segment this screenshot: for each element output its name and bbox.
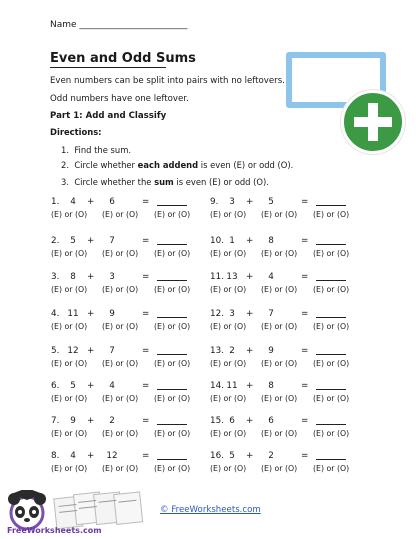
plus-sign: + — [87, 309, 95, 319]
addend-2: 5 — [268, 197, 274, 207]
add-icon[interactable] — [341, 90, 405, 154]
addend-2-choice[interactable]: (E) or (O) — [261, 394, 298, 403]
addend-1-choice[interactable]: (E) or (O) — [51, 285, 88, 294]
sum-choice[interactable]: (E) or (O) — [313, 322, 350, 331]
equals-sign: = — [142, 236, 150, 246]
addend-1-choice[interactable]: (E) or (O) — [51, 249, 88, 258]
problem-number: 6. — [51, 381, 60, 391]
addend-1: 5 — [70, 236, 76, 246]
addend-1: 5 — [70, 381, 76, 391]
addend-2: 9 — [109, 309, 115, 319]
addend-1-choice[interactable]: (E) or (O) — [210, 249, 247, 258]
problem-number: 10. — [210, 236, 224, 246]
plus-sign: + — [87, 381, 95, 391]
addend-1-choice[interactable]: (E) or (O) — [210, 429, 247, 438]
addend-2: 3 — [109, 272, 115, 282]
directions-title: Directions: — [50, 127, 102, 137]
addend-1-choice[interactable]: (E) or (O) — [51, 359, 88, 368]
direction-number: 3. — [61, 177, 69, 187]
problem-item — [51, 346, 211, 376]
direction-text: Circle whether the — [74, 177, 155, 187]
addend-2-choice[interactable]: (E) or (O) — [261, 464, 298, 473]
answer-blank[interactable] — [316, 244, 346, 245]
answer-blank[interactable] — [316, 354, 346, 355]
addend-1: 12 — [67, 346, 79, 356]
addend-1: 4 — [70, 451, 76, 461]
sum-choice[interactable]: (E) or (O) — [313, 394, 350, 403]
addend-1-choice[interactable]: (E) or (O) — [210, 464, 247, 473]
sum-choice[interactable]: (E) or (O) — [313, 464, 350, 473]
footer-link[interactable]: © FreeWorksheets.com — [160, 505, 261, 515]
addend-2-choice[interactable]: (E) or (O) — [102, 359, 139, 368]
answer-blank[interactable] — [316, 205, 346, 206]
problem-number: 4. — [51, 309, 60, 319]
addend-2: 4 — [268, 272, 274, 282]
sum-choice[interactable]: (E) or (O) — [154, 249, 191, 258]
logo-text: FreeWorksheets.com — [7, 526, 102, 535]
problem-item — [51, 197, 211, 227]
problem-number: 3. — [51, 272, 60, 282]
plus-sign: + — [87, 451, 95, 461]
addend-1-choice[interactable]: (E) or (O) — [210, 359, 247, 368]
addend-2-choice[interactable]: (E) or (O) — [102, 429, 139, 438]
plus-sign: + — [87, 197, 95, 207]
problem-number: 8. — [51, 451, 60, 461]
problem-number: 15. — [210, 416, 224, 426]
addend-2-choice[interactable]: (E) or (O) — [261, 249, 298, 258]
problem-item — [210, 272, 370, 302]
sum-choice[interactable]: (E) or (O) — [313, 359, 350, 368]
plus-sign: + — [246, 451, 254, 461]
direction-number: 1. — [61, 145, 69, 155]
name-label: Name ________________________ — [50, 20, 188, 30]
addend-1: 2 — [229, 346, 235, 356]
problem-number: 16. — [210, 451, 224, 461]
equals-sign: = — [301, 416, 309, 426]
answer-blank[interactable] — [316, 424, 346, 425]
problem-number: 11. — [210, 272, 224, 282]
addend-2-choice[interactable]: (E) or (O) — [261, 322, 298, 331]
addend-2: 12 — [106, 451, 118, 461]
direction-emphasis: each addend — [137, 160, 199, 170]
addend-2-choice[interactable]: (E) or (O) — [102, 322, 139, 331]
problem-number: 7. — [51, 416, 60, 426]
problem-number: 5. — [51, 346, 60, 356]
addend-2: 6 — [268, 416, 274, 426]
addend-1-choice[interactable]: (E) or (O) — [210, 394, 247, 403]
addend-1-choice[interactable]: (E) or (O) — [210, 285, 247, 294]
equals-sign: = — [142, 197, 150, 207]
addend-2: 7 — [109, 236, 115, 246]
addend-2-choice[interactable]: (E) or (O) — [261, 210, 298, 219]
addend-1-choice[interactable]: (E) or (O) — [51, 322, 88, 331]
answer-blank[interactable] — [157, 244, 187, 245]
plus-sign: + — [246, 416, 254, 426]
problem-number: 12. — [210, 309, 224, 319]
problem-item — [51, 236, 211, 266]
problem-item — [51, 309, 211, 339]
addend-2-choice[interactable]: (E) or (O) — [102, 210, 139, 219]
equals-sign: = — [142, 451, 150, 461]
sum-choice[interactable]: (E) or (O) — [154, 359, 191, 368]
direction-text: Circle whether — [74, 160, 138, 170]
problem-number: 9. — [210, 197, 219, 207]
equals-sign: = — [301, 381, 309, 391]
equals-sign: = — [301, 236, 309, 246]
intro-text-odd: Odd numbers have one leftover. — [50, 94, 189, 104]
problem-number: 2. — [51, 236, 60, 246]
addend-1-choice[interactable]: (E) or (O) — [210, 322, 247, 331]
direction-number: 2. — [61, 160, 69, 170]
answer-blank[interactable] — [316, 280, 346, 281]
problem-item — [51, 451, 211, 481]
answer-blank[interactable] — [157, 424, 187, 425]
equals-sign: = — [142, 272, 150, 282]
equals-sign: = — [301, 197, 309, 207]
direction-text: is even (E) or odd (O). — [198, 160, 294, 170]
addend-1-choice[interactable]: (E) or (O) — [51, 210, 88, 219]
addend-1: 6 — [229, 416, 235, 426]
addend-1-choice[interactable]: (E) or (O) — [210, 210, 247, 219]
direction-step-2 — [61, 160, 293, 170]
addend-2-choice[interactable]: (E) or (O) — [102, 394, 139, 403]
sum-choice[interactable]: (E) or (O) — [313, 210, 350, 219]
addend-1: 1 — [229, 236, 235, 246]
plus-sign: + — [246, 236, 254, 246]
answer-blank[interactable] — [157, 280, 187, 281]
equals-sign: = — [142, 416, 150, 426]
addend-2: 9 — [268, 346, 274, 356]
problem-item — [210, 197, 370, 227]
sum-choice[interactable]: (E) or (O) — [313, 249, 350, 258]
plus-sign: + — [87, 346, 95, 356]
sum-choice[interactable]: (E) or (O) — [154, 210, 191, 219]
problem-item — [210, 381, 370, 411]
equals-sign: = — [301, 346, 309, 356]
problem-item — [210, 309, 370, 339]
direction-text: is even (E) or odd (O). — [173, 177, 269, 187]
answer-blank[interactable] — [316, 389, 346, 390]
addend-2-choice[interactable]: (E) or (O) — [102, 249, 139, 258]
worksheet-title: Even and Odd Sums — [50, 51, 196, 66]
problem-number: 13. — [210, 346, 224, 356]
equals-sign: = — [142, 381, 150, 391]
plus-sign: + — [87, 236, 95, 246]
answer-blank[interactable] — [157, 389, 187, 390]
sum-choice[interactable]: (E) or (O) — [154, 429, 191, 438]
problem-item — [210, 416, 370, 446]
addend-1: 11 — [67, 309, 79, 319]
addend-2-choice[interactable]: (E) or (O) — [102, 285, 139, 294]
equals-sign: = — [142, 309, 150, 319]
problem-item — [210, 236, 370, 266]
equals-sign: = — [301, 309, 309, 319]
addend-1-choice[interactable]: (E) or (O) — [51, 429, 88, 438]
sum-choice[interactable]: (E) or (O) — [313, 429, 350, 438]
equals-sign: = — [301, 451, 309, 461]
addend-2-choice[interactable]: (E) or (O) — [261, 285, 298, 294]
sum-choice[interactable]: (E) or (O) — [154, 285, 191, 294]
plus-vertical-bar — [368, 103, 378, 141]
addend-2: 6 — [109, 197, 115, 207]
addend-1: 3 — [229, 309, 235, 319]
addend-2-choice[interactable]: (E) or (O) — [261, 429, 298, 438]
addend-1: 8 — [70, 272, 76, 282]
intro-text-even: Even numbers can be split into pairs with no leftovers. — [50, 76, 285, 86]
sum-choice[interactable]: (E) or (O) — [313, 285, 350, 294]
plus-sign: + — [246, 346, 254, 356]
plus-sign: + — [246, 309, 254, 319]
problem-item — [210, 346, 370, 376]
addend-2: 8 — [268, 381, 274, 391]
addend-1: 5 — [229, 451, 235, 461]
part-title: Part 1: Add and Classify — [50, 111, 167, 121]
sum-choice[interactable]: (E) or (O) — [154, 394, 191, 403]
equals-sign: = — [142, 346, 150, 356]
problem-item — [51, 416, 211, 446]
plus-sign: + — [246, 381, 254, 391]
plus-sign: + — [246, 272, 254, 282]
problem-number: 1. — [51, 197, 60, 207]
answer-blank[interactable] — [316, 459, 346, 460]
addend-1-choice[interactable]: (E) or (O) — [51, 464, 88, 473]
problem-item — [210, 451, 370, 481]
sum-choice[interactable]: (E) or (O) — [154, 464, 191, 473]
answer-blank[interactable] — [157, 317, 187, 318]
direction-step-3 — [61, 177, 269, 187]
answer-blank[interactable] — [157, 459, 187, 460]
addend-2: 8 — [268, 236, 274, 246]
problem-item — [51, 272, 211, 302]
problem-item — [51, 381, 211, 411]
addend-2-choice[interactable]: (E) or (O) — [261, 359, 298, 368]
addend-2: 2 — [268, 451, 274, 461]
equals-sign: = — [301, 272, 309, 282]
sum-choice[interactable]: (E) or (O) — [154, 322, 191, 331]
addend-1-choice[interactable]: (E) or (O) — [51, 394, 88, 403]
addend-1: 3 — [229, 197, 235, 207]
addend-2: 7 — [109, 346, 115, 356]
addend-1: 9 — [70, 416, 76, 426]
addend-2: 2 — [109, 416, 115, 426]
direction-text: Find the sum. — [74, 145, 132, 155]
addend-1: 11 — [226, 381, 238, 391]
addend-2: 4 — [109, 381, 115, 391]
direction-emphasis: sum — [154, 177, 174, 187]
direction-step-1 — [61, 145, 131, 155]
panda-logo-icon — [3, 490, 153, 530]
addend-2: 7 — [268, 309, 274, 319]
title-underline — [50, 67, 166, 68]
addend-2-choice[interactable]: (E) or (O) — [102, 464, 139, 473]
answer-blank[interactable] — [157, 205, 187, 206]
answer-blank[interactable] — [157, 354, 187, 355]
plus-sign: + — [87, 272, 95, 282]
plus-sign: + — [87, 416, 95, 426]
addend-1: 4 — [70, 197, 76, 207]
answer-blank[interactable] — [316, 317, 346, 318]
addend-1: 13 — [226, 272, 238, 282]
problem-number: 14. — [210, 381, 224, 391]
plus-sign: + — [246, 197, 254, 207]
